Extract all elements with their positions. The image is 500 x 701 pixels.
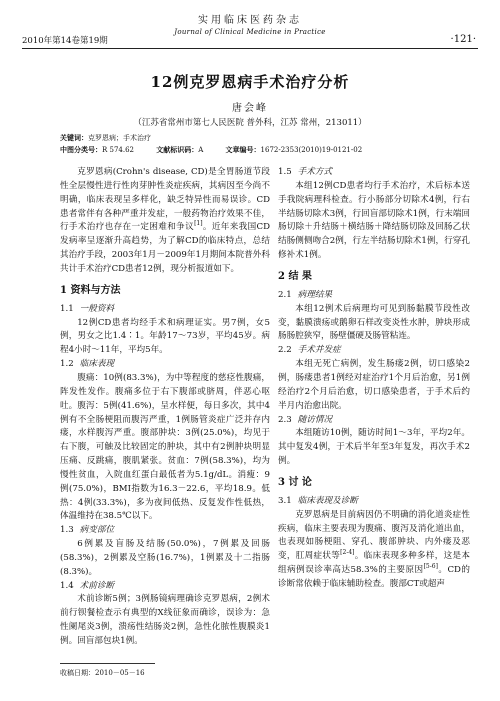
section-2-heading: 2 结 果 xyxy=(278,270,312,282)
subsection-2-2-heading: 2.2 手术并发症 xyxy=(278,345,341,356)
subsection-2-1-heading: 2.1 病理结果 xyxy=(278,289,333,300)
paragraph-2-1: 本组12例术后病理均可见到肠黏膜节段性改变，黏膜溃疡或鹅卵石样改变炎性水肿，肿块形成肠肠腔狭窄，肠壁僵硬及肠管粘连。 xyxy=(278,303,470,342)
doc-code-value: A xyxy=(198,146,204,154)
doc-code-label: 文献标识码： xyxy=(156,145,199,154)
right-column xyxy=(278,166,470,592)
footnote-rule xyxy=(60,663,155,664)
header-issue: 2010年第14卷第19期 xyxy=(22,36,108,46)
paragraph-2-3: 本组随访10例，随访时间1～3年，平均2年。其中复发4例，于术后半年至3年复发，再次手术2例。 xyxy=(278,428,470,467)
left-column xyxy=(60,166,270,649)
article-author: 唐会峰 xyxy=(232,103,268,114)
classification-line xyxy=(60,145,382,155)
subsection-1-2-heading: 1.2 临床表现 xyxy=(60,359,115,370)
subsection-1-5-heading: 1.5 手术方式 xyxy=(278,167,333,177)
subsection-1-4-heading: 1.4 术前诊断 xyxy=(60,580,115,591)
paragraph-1-3: 6例累及盲肠及结肠(50.0%)，7例累及回肠(58.3%)，2例累及空肠(16.7%)，1例累及十二指肠(8.3%)。 xyxy=(60,539,270,577)
keywords-text: 克罗恩病；手术治疗 xyxy=(88,134,151,142)
header-rule xyxy=(22,48,478,49)
article-title: 12例克罗恩病手术治疗分析 xyxy=(150,73,350,91)
paragraph-1-1: 12例CD患者均经手术和病理证实。男7例，女5例，男女之比1.4∶1。年龄17～73岁，平均45岁。病程4小时～11年，平均5年。 xyxy=(60,317,270,356)
paragraph-2-2: 本组无死亡病例，发生肠瘘2例，切口感染2例，肠瘘患者1例经对症治疗1个月后治愈，另1例经治疗2个月后治愈，切口感染患者，于手术后约半月内治愈出院。 xyxy=(278,359,470,411)
article-affiliation: （江苏省常州市第七人民医院 普外科，江苏 常州，213011） xyxy=(133,118,367,128)
page-number: ·121· xyxy=(450,34,476,45)
subsection-3-1-heading: 3.1 临床表现及诊断 xyxy=(278,495,358,506)
received-date: 收稿日期：2010－05－16 xyxy=(60,669,145,677)
keywords-label: 关键词： xyxy=(60,133,88,142)
paragraph-1-2: 腹痛：10例(83.3%)，为中等程度的慈痉性腹痛，阵发性发作。腹痛多位于右下腹部或脐周，伴恶心呕吐。腹泻：5例(41.6%)，呈水样便，每日多次，其中4例有不全肠梗阻而腹泻严重，1例肠管炎症广泛并存内瘘，水样腹泻严重。腹部肿块：3例(25.0%)，均见于右下腹，可触及比较固定的肿块，其中有2例肿块明显压痛、反跳痛，腹肌紧张。贫血：7例(58.3%)，均为慢性贫血，入院血红蛋白最低者为5.1g/dL。消瘦：9例(75.0%)，BMI指数为16.3－22.6，平均18.9。低热：4例(33.3%)，多为夜间低热、反复发作性低热，体温维持在38.5℃以下。 xyxy=(60,372,270,522)
journal-title-en: Journal of Clinical Medicine in Practice xyxy=(174,28,326,36)
clc-value: R 574.62 xyxy=(102,146,134,154)
citation-1: [1] xyxy=(194,220,203,228)
section-1-heading: 1 资料与方法 xyxy=(60,284,121,296)
journal-title-cn: 实用临床医药杂志 xyxy=(198,15,302,26)
clc-label: 中图分类号： xyxy=(60,145,102,154)
paragraph-3-1: 克罗恩病是目前病因仍不明确的消化道炎症性疾病，临床主要表现为腹痛、腹泻及消化道出血，也表现如肠梗阻、穿孔、腹部肿块、内外瘘及恶变，肛周症状等[2-4]。临床表现多种多样，这是本组病例误诊率高达58.3%的主要原因[5-6]。CD的诊断常依赖于临床辅助检查。腹部CT或超声 xyxy=(278,509,470,589)
subsection-1-1-heading: 1.1 一般资料 xyxy=(60,303,115,314)
article-no-value: 1672-2353(2010)19-0121-02 xyxy=(260,146,363,154)
article-no-label: 文章编号： xyxy=(225,145,261,154)
paragraph-1-4: 术前诊断5例；3例肠镜病理确诊克罗恩病，2例术前行钡餐检查示有典型的X线征象而确诊，误诊为：急性阑尾炎3例，溃疡性结肠炎2例，急性化脓性腹膜炎1例。回盲部包块1例。 xyxy=(60,594,270,646)
subsection-1-3-heading: 1.3 病变部位 xyxy=(60,525,115,536)
citation-2-4: [2-4] xyxy=(340,549,355,557)
section-3-heading: 3 讨 论 xyxy=(278,476,312,488)
keywords-line xyxy=(60,133,151,143)
citation-5-6: [5-6] xyxy=(423,563,438,571)
intro-paragraph: 克罗恩病(Crohn's disease, CD)是全胃肠道节段性全层慢性进行性肉芽肿性炎症疾病，其病因至今尚不明确，临床表现呈多样化，缺乏特异性而易误诊。CD患者常伴有各种严重并发症，一般药物治疗效果不佳，行手术治疗也存在一定困难和争议[1]。近年来我国CD发病率呈逐渐升高趋势，为了解CD的临床特点，总结其治疗手段，2003年1月－2009年1月期间本院普外科共计手术治疗CD患者12例，现分析报道如下。 xyxy=(60,167,270,274)
header-journal xyxy=(0,11,500,36)
subsection-2-3-heading: 2.3 随访情况 xyxy=(278,414,333,425)
paragraph-1-5: 本组12例CD患者均行手术治疗，术后标本送手我院病理科检查。行小肠部分切除术4例，行右半结肠切除术3例，行回盲部切除术1例，行末端回肠切除＋升结肠＋横结肠＋降结肠切除及回肠乙状结肠侧侧吻合2例，行左半结肠切除术1例，行穿孔修补术1例。 xyxy=(278,180,470,261)
